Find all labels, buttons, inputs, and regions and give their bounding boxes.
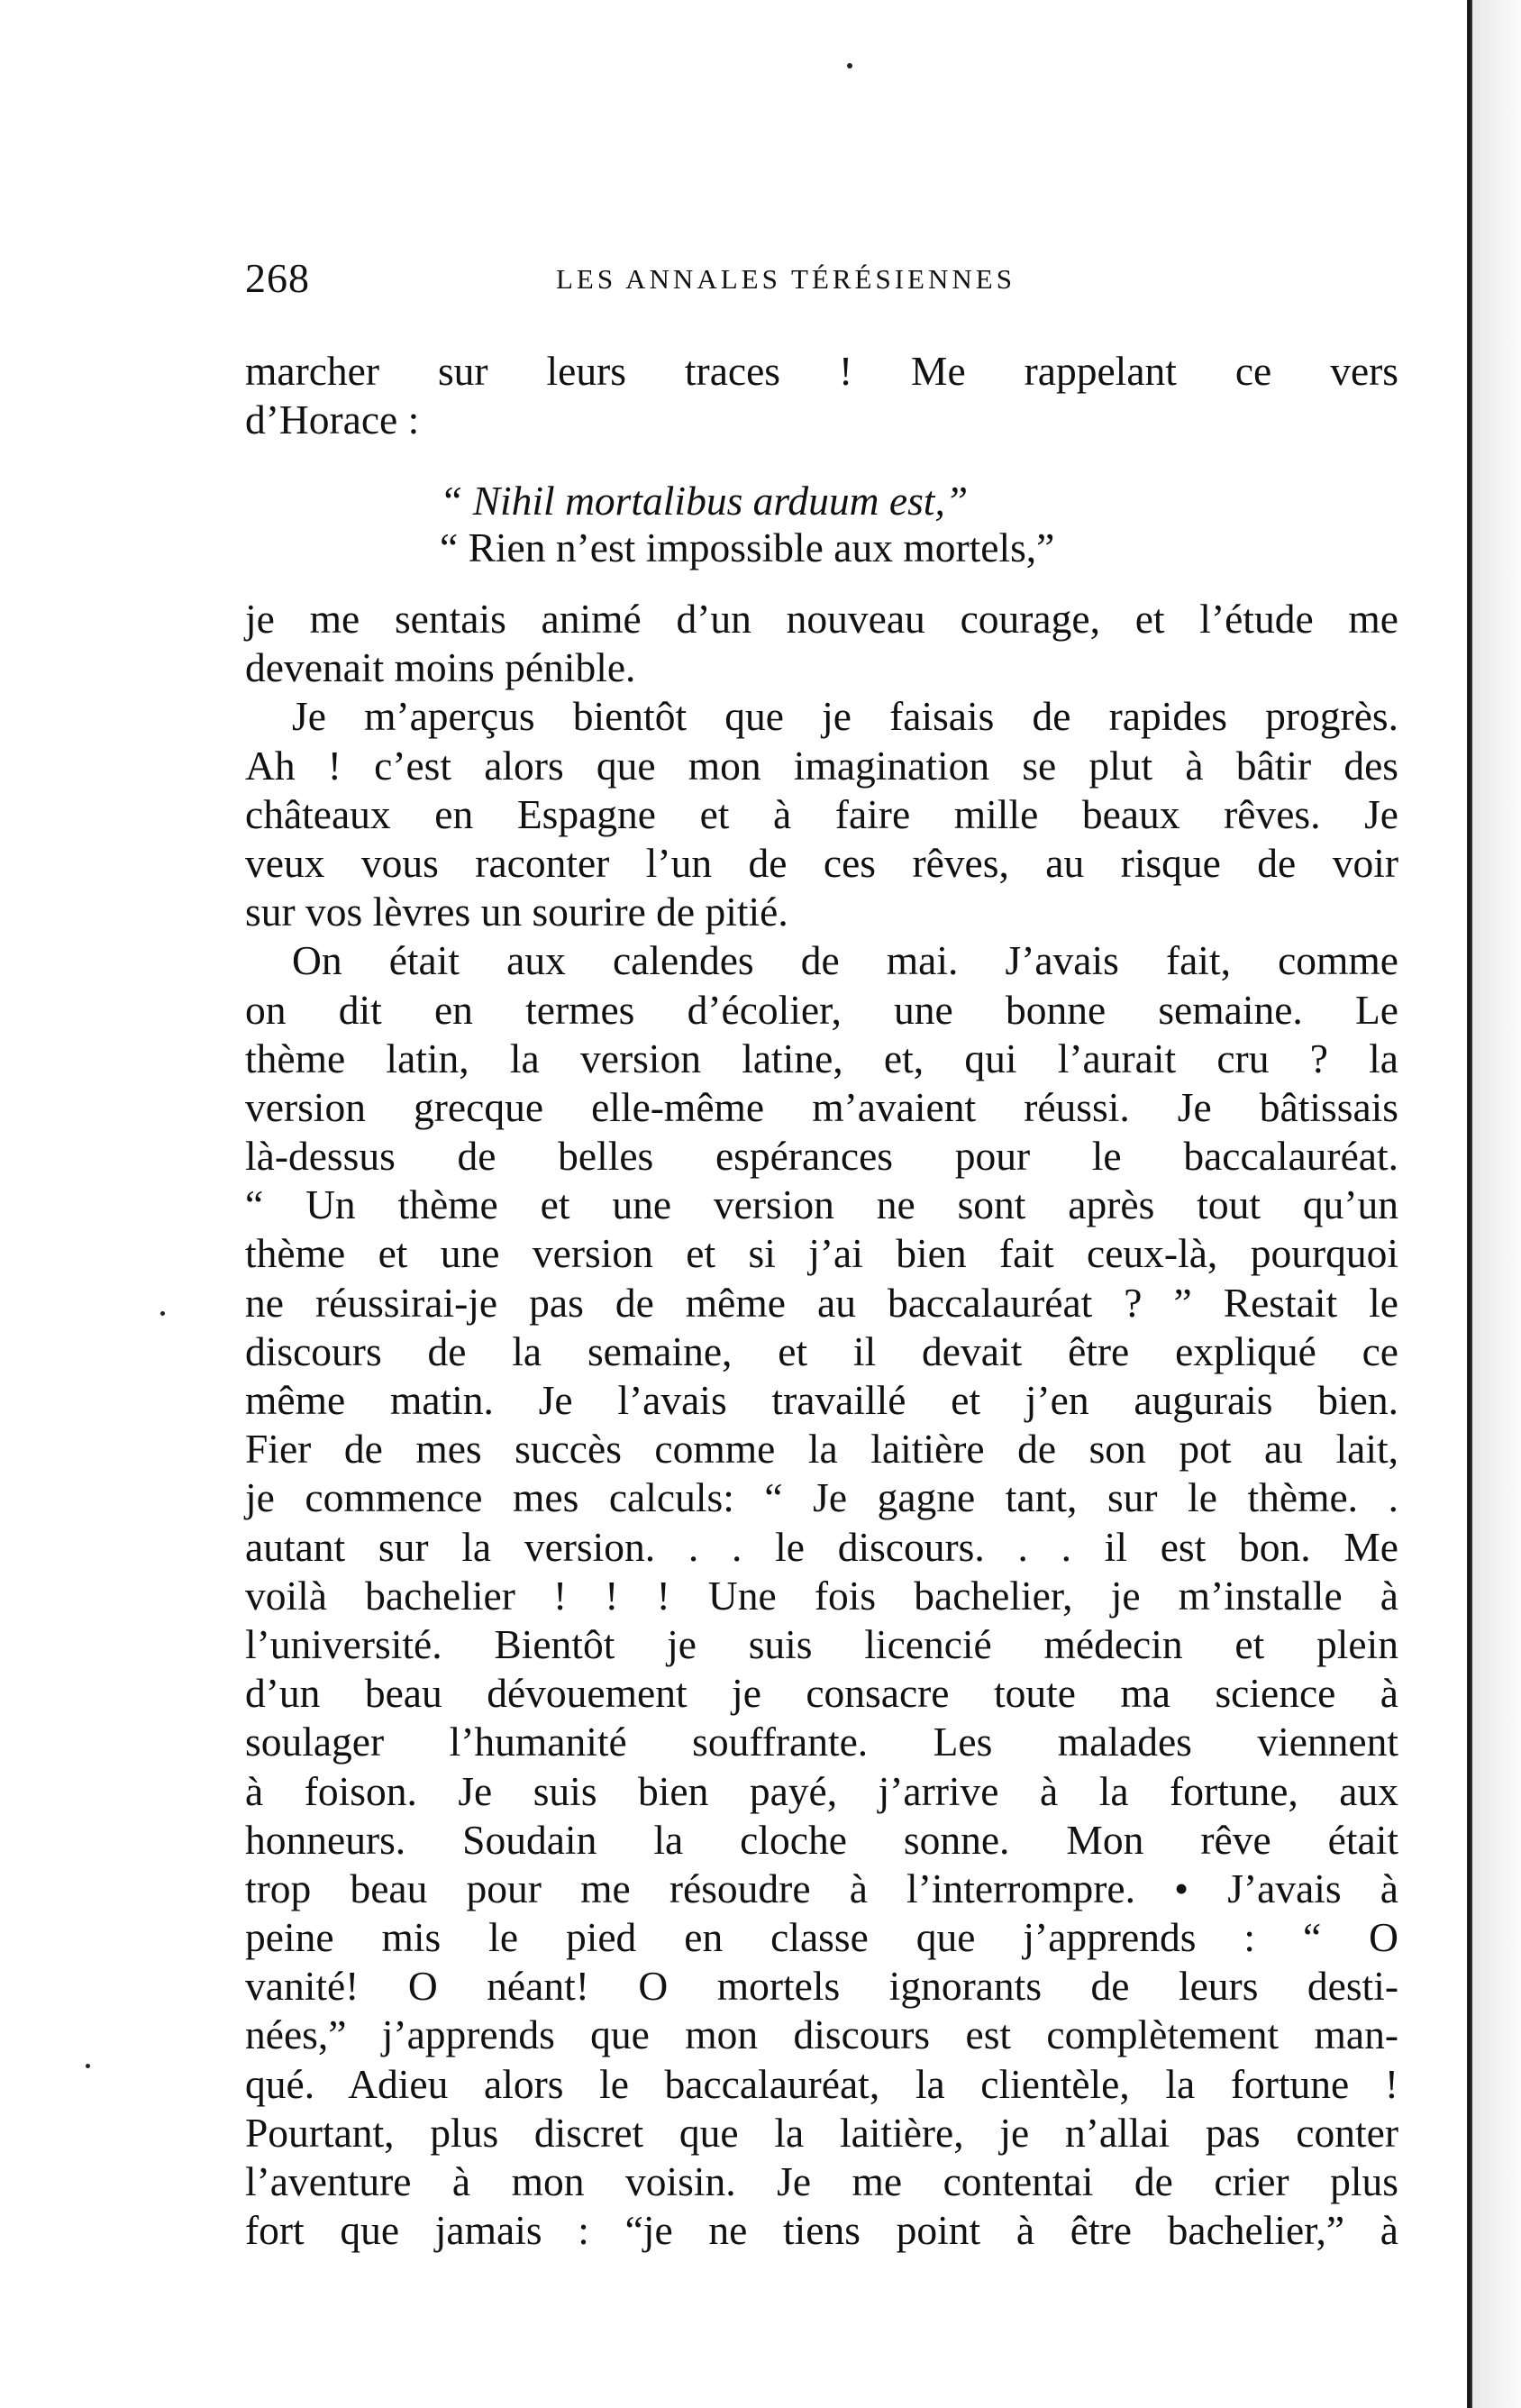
text-line: peine mis le pied en classe que j’apprends : “ O [245, 1914, 1398, 1961]
text-line: discours de la semaine, et il devait être expliqué ce [245, 1327, 1398, 1374]
text-line: ne réussirai-je pas de même au baccalauréat ? ” Restait le [245, 1279, 1398, 1326]
page-edge-line [1467, 0, 1472, 2408]
text-line: l’université. Bientôt je suis licencié médecin et plein [245, 1620, 1398, 1667]
text-line: même matin. Je l’avais travaillé et j’en augurais bien. [245, 1377, 1398, 1423]
text-line: on dit en termes d’écolier, une bonne semaine. Le [245, 986, 1398, 1033]
text-line: veux vous raconter l’un de ces rêves, au risque de voir [245, 839, 1398, 886]
text-line: je me sentais animé d’un nouveau courage, et l’étude me [245, 596, 1398, 642]
page-gutter-shadow [1472, 0, 1521, 2408]
text-line: Fier de mes succès comme la laitière de son pot au lait, [245, 1426, 1398, 1473]
text-line: fort que jamais : “je ne tiens point à être bachelier,” à [245, 2207, 1398, 2254]
text-line: Ah ! c’est alors que mon imagination se plut à bâtir des [245, 742, 1398, 789]
text-line: l’aventure à mon voisin. Je me contentai de crier plus [245, 2158, 1398, 2204]
text-line: version grecque elle-même m’avaient réussi. Je bâtissais [245, 1083, 1398, 1130]
ink-speck [160, 1311, 165, 1316]
text-line: autant sur la version. . . le discours. . . il est bon. Me [245, 1523, 1398, 1570]
text-line: Je m’aperçus bientôt que je faisais de rapides progrès. [292, 693, 1398, 740]
text-line: sur vos lèvres un sourire de pitié. [245, 889, 788, 935]
text-line: d’un beau dévouement je consacre toute ma science à [245, 1670, 1398, 1717]
text-line: honneurs. Soudain la cloche sonne. Mon rêve était [245, 1816, 1398, 1863]
text-line: châteaux en Espagne et à faire mille beaux rêves. Je [245, 790, 1398, 837]
text-line: je commence mes calculs: “ Je gagne tant, sur le thème. . [245, 1474, 1398, 1521]
running-title: LES ANNALES TÉRÉSIENNES [556, 263, 1016, 295]
text-line: soulager l’humanité souffrante. Les malades viennent [245, 1719, 1398, 1765]
text-line: thème latin, la version latine, et, qui l’aurait cru ? la [245, 1035, 1398, 1081]
text-line: nées,” j’apprends que mon discours est complètement man- [245, 2011, 1398, 2058]
text-line: d’Horace : [245, 397, 420, 443]
text-line: là-dessus de belles espérances pour le baccalauréat. [245, 1133, 1398, 1180]
text-line: “ Un thème et une version ne sont après tout qu’un [245, 1181, 1398, 1228]
quotation-block [440, 478, 1054, 571]
text-line: devenait moins pénible. [245, 644, 636, 691]
text-line: à foison. Je suis bien payé, j’arrive à la fortune, aux [245, 1767, 1398, 1814]
page-number: 268 [245, 255, 310, 301]
body-text [245, 595, 1398, 2255]
text-line: vanité! O néant! O mortels ignorants de leurs desti- [245, 1963, 1398, 2010]
text-line: trop beau pour me résoudre à l’interrompre. • J’avais à [245, 1865, 1398, 1911]
text-line: qué. Adieu alors le baccalauréat, la clientèle, la fortune ! [245, 2060, 1398, 2107]
ink-speck [86, 2064, 90, 2068]
ink-speck [847, 63, 852, 68]
text-line: thème et une version et si j’ai bien fait ceux-là, pourquoi [245, 1230, 1398, 1277]
text-line: Pourtant, plus discret que la laitière, je n’allai pas conter [245, 2109, 1398, 2156]
text-line: voilà bachelier ! ! ! Une fois bachelier, je m’installe à [245, 1572, 1398, 1619]
french-quote: “ Rien n’est impossible aux mortels,” [440, 524, 1055, 570]
opening-paragraph [245, 347, 1398, 444]
page-header [245, 254, 1398, 308]
latin-quote: “ Nihil mortalibus arduum est,” [440, 478, 969, 524]
text-line: On était aux calendes de mai. J’avais fait, comme [292, 937, 1398, 984]
text-line: marcher sur leurs traces ! Me rappelant ce vers [245, 348, 1398, 394]
